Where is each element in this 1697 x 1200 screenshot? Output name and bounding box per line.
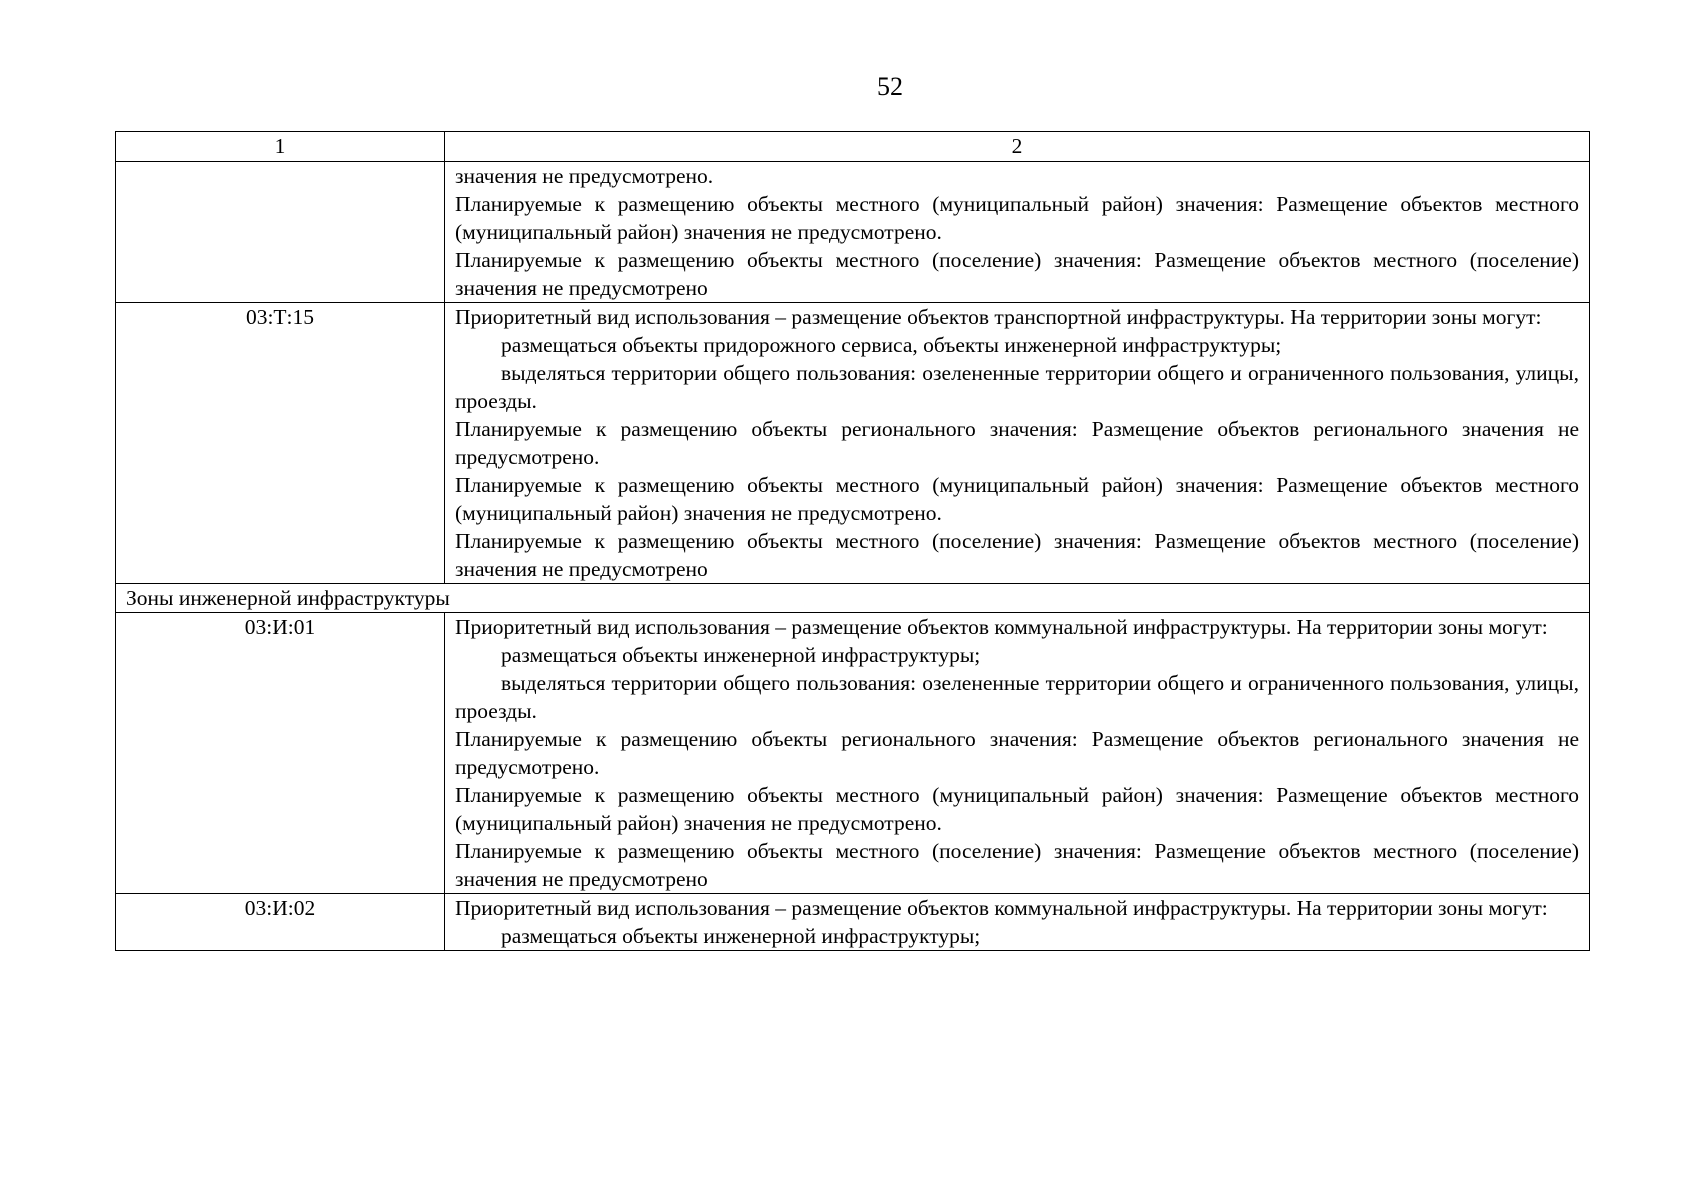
description-paragraph: Планируемые к размещению объекты местного (поселение) значения: Размещение объектов местного (поселение) значения не предусмотрено (455, 248, 1579, 300)
page-number: 52 (877, 72, 903, 101)
description-paragraph: Планируемые к размещению объекты местного (муниципальный район) значения: Размещение объектов местного (муниципальный район) значения не предусмотрено. (455, 473, 1579, 525)
zone-description (445, 303, 1590, 584)
table-header-row (116, 132, 1590, 162)
description-paragraph: значения не предусмотрено. (455, 164, 714, 188)
description-paragraph: размещаться объекты инженерной инфраструктуры; (501, 643, 981, 667)
zone-description (445, 162, 1590, 303)
description-paragraph: Планируемые к размещению объекты регионального значения: Размещение объектов регионального значения не предусмотрено. (455, 727, 1579, 779)
zone-code (116, 162, 445, 303)
description-paragraph: Планируемые к размещению объекты местного (муниципальный район) значения: Размещение объектов местного (муниципальный район) значения не предусмотрено. (455, 192, 1579, 244)
description-paragraph: Планируемые к размещению объекты местного (поселение) значения: Размещение объектов местного (поселение) значения не предусмотрено (455, 529, 1579, 581)
table-body (116, 162, 1590, 951)
section-row (116, 584, 1590, 613)
description-paragraph: размещаться объекты придорожного сервиса, объекты инженерной инфраструктуры; (501, 333, 1282, 357)
zone-description (445, 613, 1590, 894)
zone-code: 03:И:02 (116, 894, 445, 951)
zone-code: 03:И:01 (116, 613, 445, 894)
table-row (116, 894, 1590, 951)
zone-code: 03:Т:15 (116, 303, 445, 584)
description-paragraph: размещаться объекты инженерной инфраструктуры; (501, 924, 981, 948)
column-header-2: 2 (445, 132, 1590, 162)
description-paragraph: Приоритетный вид использования – размещение объектов коммунальной инфраструктуры. На территории зоны могут: (455, 896, 1548, 920)
description-paragraph: выделяться территории общего пользования: озелененные территории общего и ограниченного пользования, улицы, проезды. (455, 671, 1579, 723)
description-paragraph: Приоритетный вид использования – размещение объектов транспортной инфраструктуры. На территории зоны могут: (455, 305, 1542, 329)
description-paragraph: Планируемые к размещению объекты регионального значения: Размещение объектов регионального значения не предусмотрено. (455, 417, 1579, 469)
description-paragraph: Планируемые к размещению объекты местного (муниципальный район) значения: Размещение объектов местного (муниципальный район) значения не предусмотрено. (455, 783, 1579, 835)
zones-table (115, 131, 1590, 951)
table-row (116, 162, 1590, 303)
table-row (116, 613, 1590, 894)
description-paragraph: выделяться территории общего пользования: озелененные территории общего и ограниченного пользования, улицы, проезды. (455, 361, 1579, 413)
table-row (116, 303, 1590, 584)
zone-description (445, 894, 1590, 951)
description-paragraph: Планируемые к размещению объекты местного (поселение) значения: Размещение объектов местного (поселение) значения не предусмотрено (455, 839, 1579, 891)
section-title: Зоны инженерной инфраструктуры (116, 584, 1590, 613)
table-header (116, 132, 1590, 162)
description-paragraph: Приоритетный вид использования – размещение объектов коммунальной инфраструктуры. На территории зоны могут: (455, 615, 1548, 639)
column-header-1: 1 (116, 132, 445, 162)
